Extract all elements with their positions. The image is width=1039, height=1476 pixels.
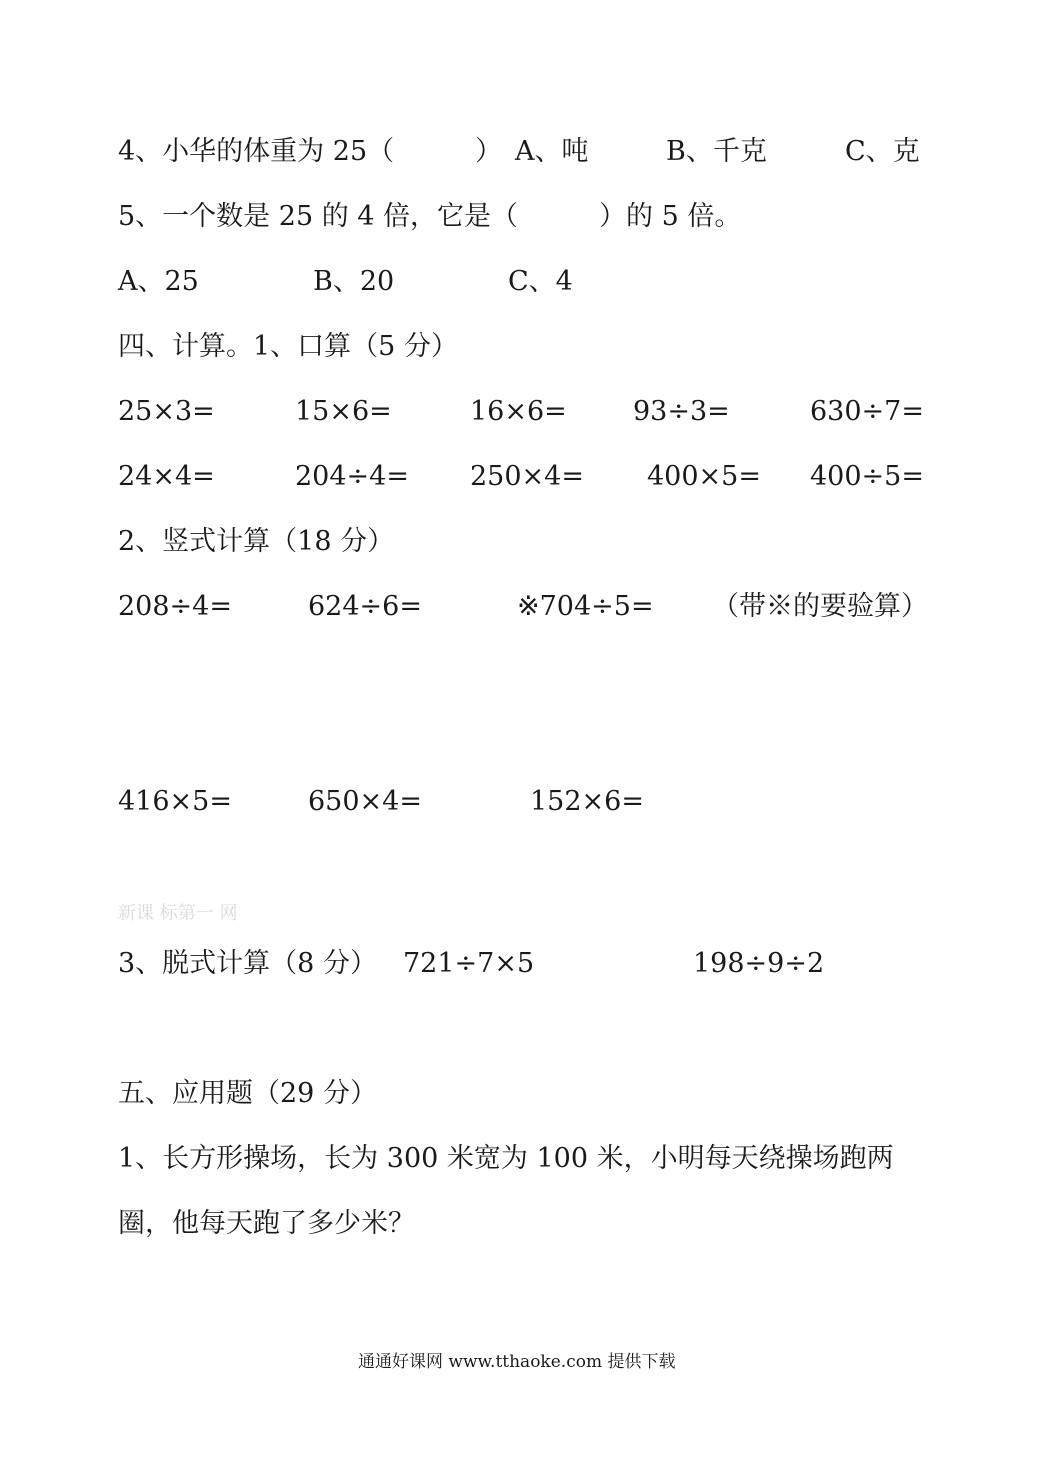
page-footer: 通通好课网 www.tthaoke.com 提供下载 [358,1352,676,1372]
section4-title: 四、计算。1、口算（5 分） [118,331,458,362]
watermark-text: 新课 标第一 网 [118,903,238,924]
q5-stem: 5、一个数是 25 的 4 倍，它是（ ）的 5 倍。 [118,201,742,232]
vertical-calc-item: 624÷6= [308,591,422,622]
vertical-calc-item: 208÷4= [118,591,232,622]
verify-note: （带※的要验算） [712,591,928,622]
oral-calc-item: 250×4= [470,461,584,492]
q5-option-a: A、25 [118,266,199,297]
vertical-calc-item: 152×6= [530,786,644,817]
vertical-calc-item: 416×5= [118,786,232,817]
q4-option-c: C、克 [845,136,920,167]
q5-option-c: C、4 [508,266,573,297]
oral-calc-item: 25×3= [118,396,215,427]
oral-calc-item: 24×4= [118,461,215,492]
vertical-calc-title: 2、竖式计算（18 分） [118,526,395,557]
step-calc-title: 3、脱式计算（8 分） [118,948,377,979]
section5-title: 五、应用题（29 分） [118,1078,377,1109]
vertical-calc-item: 650×4= [308,786,422,817]
oral-calc-item: 630÷7= [810,396,924,427]
q4-option-a: A、吨 [515,136,589,167]
oral-calc-item: 204÷4= [295,461,409,492]
q4-stem: 4、小华的体重为 25（ ） [118,136,503,167]
vertical-calc-item: ※704÷5= [517,591,654,622]
oral-calc-item: 15×6= [295,396,392,427]
word-problem-1-line1: 1、长方形操场，长为 300 米宽为 100 米，小明每天绕操场跑两 [118,1143,894,1174]
oral-calc-item: 400÷5= [810,461,924,492]
word-problem-1-line2: 圈，他每天跑了多少米？ [118,1208,415,1239]
step-calc-item: 721÷7×5 [403,948,535,979]
oral-calc-item: 16×6= [470,396,567,427]
q4-option-b: B、千克 [666,136,767,167]
oral-calc-item: 400×5= [647,461,761,492]
step-calc-item: 198÷9÷2 [693,948,825,979]
q5-option-b: B、20 [313,266,395,297]
oral-calc-item: 93÷3= [633,396,730,427]
